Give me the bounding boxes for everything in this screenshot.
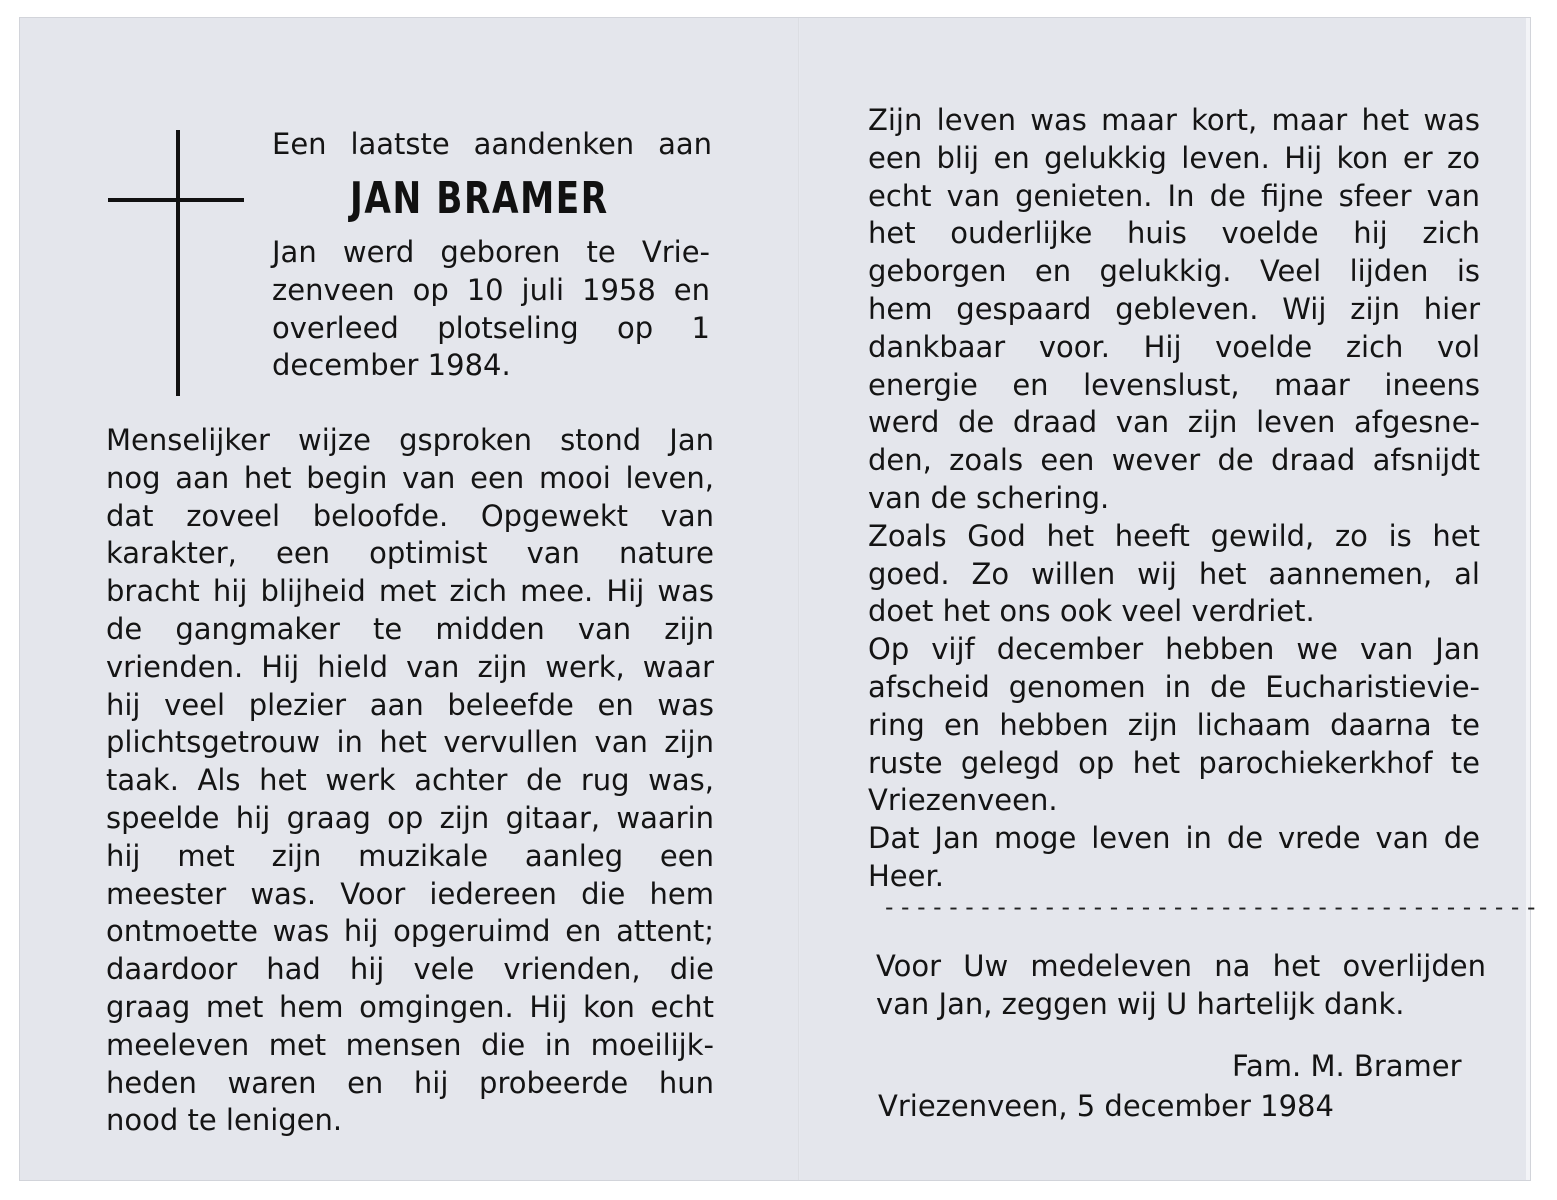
text-line: Zijn leven was maar kort, maar het was	[868, 103, 1480, 137]
text-line: daardoor had hij vele vrienden, die	[106, 952, 714, 987]
text-line: speelde hij graag op zijn gitaar, waarin	[106, 800, 714, 835]
card-edge	[1526, 18, 1530, 1180]
text-line: het ouderlijke huis voelde hij zich	[868, 216, 1480, 251]
text-line: werd de draad van zijn leven afgesne-	[868, 405, 1480, 440]
text-line: van de schering.	[868, 480, 1110, 515]
text-line: meeleven met mensen die in moeilijk-	[106, 1027, 714, 1062]
thanks-line: Voor Uw medeleven na het overlijden	[876, 949, 1486, 983]
text-line: taak. Als het werk achter de rug was,	[106, 763, 714, 798]
text-line: hem gespaard gebleven. Wij zijn hier	[868, 291, 1480, 326]
text-line: nood te lenigen.	[106, 1103, 343, 1138]
text-line: plichtsgetrouw in het vervullen van zijn	[106, 725, 714, 760]
memorial-card	[20, 18, 1541, 1180]
text-line: meester was. Voor iedereen die hem	[106, 876, 714, 911]
thanks-line: van Jan, zeggen wij U hartelijk dank.	[876, 986, 1405, 1021]
text-line: nog aan het begin van een mooi leven,	[106, 460, 714, 495]
text-line: de gangmaker te midden van zijn	[106, 611, 714, 646]
place-and-date: Vriezenveen, 5 december 1984	[878, 1089, 1334, 1123]
text-line: dat zoveel beloofde. Opgewekt van	[106, 498, 714, 533]
text-line: hij met zijn muzikale aanleg een	[106, 838, 714, 873]
text-line: bracht hij blijheid met zich mee. Hij was	[106, 574, 714, 609]
text-line: heden waren en hij probeerde hun	[106, 1065, 714, 1100]
text-line: vrienden. Hij hield van zijn werk, waar	[106, 649, 714, 684]
text-line: Vriezenveen.	[868, 783, 1058, 818]
cross-icon-bar	[108, 198, 244, 202]
text-line: karakter, een optimist van nature	[106, 536, 714, 571]
birth-paragraph	[272, 234, 710, 385]
text-line: doet het ons ook veel verdriet.	[868, 594, 1315, 629]
birth-line: december 1984.	[272, 348, 511, 383]
text-line: den, zoals een wever de draad afsnijdt	[868, 443, 1480, 478]
text-line: hij veel plezier aan beleefde en was	[106, 687, 714, 722]
text-line: echt van genieten. In de fijne sfeer van	[868, 178, 1480, 213]
text-line: afscheid genomen in de Eucharistievie-	[868, 669, 1480, 704]
text-line: ontmoette was hij opgeruimd en attent;	[106, 914, 714, 949]
deceased-name: JAN BRAMER	[350, 173, 609, 224]
right-body-text	[868, 102, 1480, 896]
intro-line: Een laatste aandenken aan	[272, 127, 712, 161]
cross-icon	[176, 130, 180, 396]
text-line: geborgen en gelukkig. Veel lijden is	[868, 254, 1480, 289]
text-line: Heer.	[868, 858, 944, 893]
text-line: Menselijker wijze gsproken stond Jan	[106, 423, 714, 457]
text-line: dankbaar voor. Hij voelde zich vol	[868, 329, 1480, 364]
separator-line: -----------------------------------------	[882, 893, 1541, 921]
text-line: Op vijf december hebben we van Jan	[868, 632, 1480, 667]
text-line: Dat Jan moge leven in de vrede van de	[868, 821, 1480, 856]
birth-line: Jan werd geboren te Vrie-	[272, 235, 710, 269]
text-line: Zoals God het heeft gewild, zo is het	[868, 518, 1480, 553]
family-signature: Fam. M. Bramer	[1232, 1049, 1462, 1083]
text-line: ruste gelegd op het parochiekerkhof te	[868, 745, 1480, 780]
text-line: ring en hebben zijn lichaam daarna te	[868, 707, 1480, 742]
birth-line: zenveen op 10 juli 1958 en	[272, 272, 710, 307]
thanks-paragraph	[876, 948, 1486, 1024]
left-body-text	[106, 422, 714, 1140]
text-line: een blij en gelukkig leven. Hij kon er zo	[868, 140, 1480, 175]
text-line: goed. Zo willen wij het aannemen, al	[868, 556, 1480, 591]
text-line: energie en levenslust, maar ineens	[868, 367, 1480, 402]
card-fold-line	[798, 18, 800, 1180]
text-line: graag met hem omgingen. Hij kon echt	[106, 989, 714, 1024]
birth-line: overleed plotseling op 1	[272, 310, 710, 345]
